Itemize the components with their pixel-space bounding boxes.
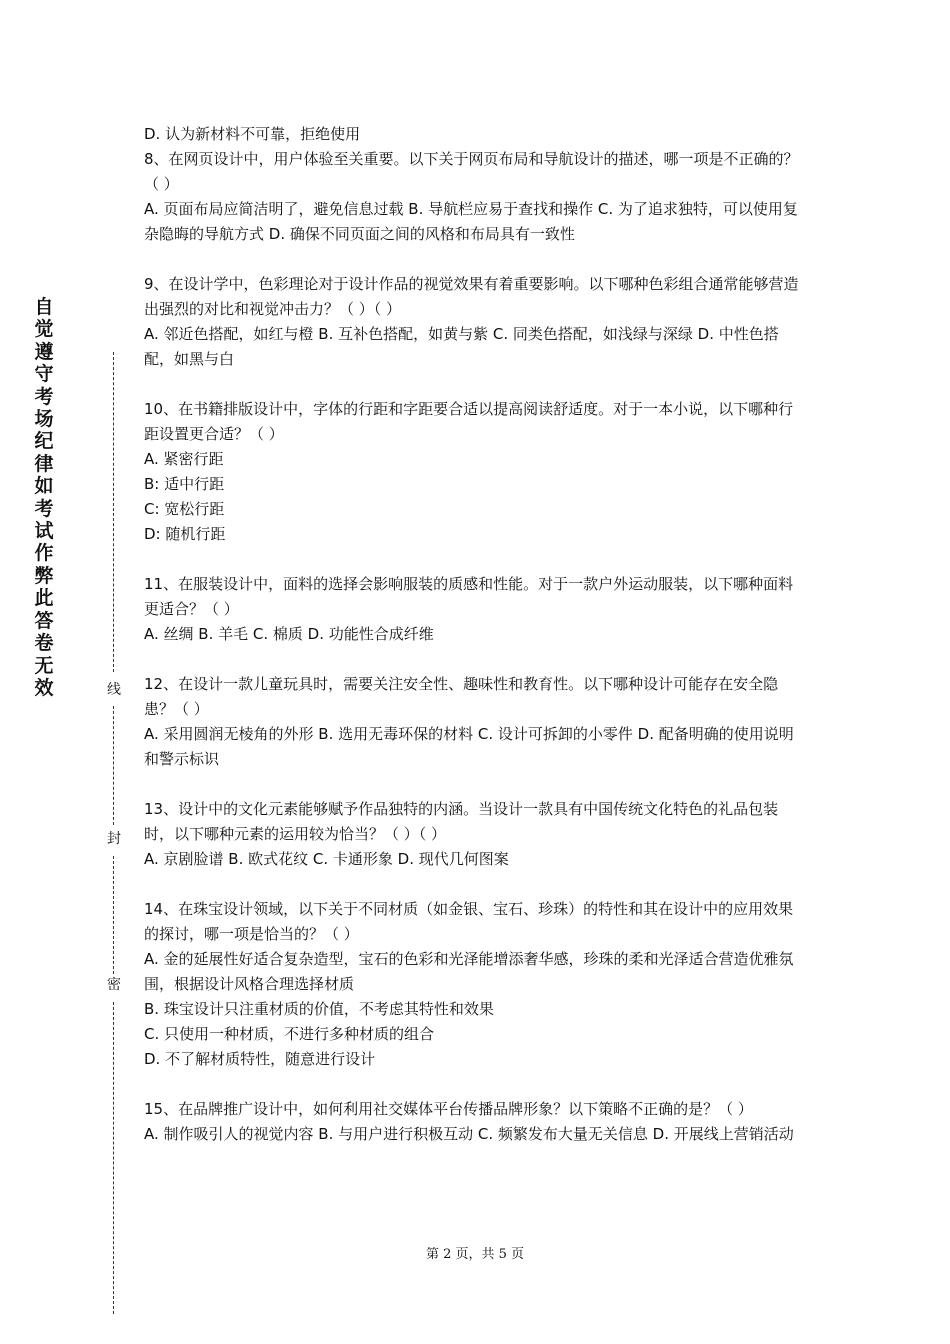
question-options: B: 适中行距: [144, 475, 225, 493]
question-options: A. 金的延展性好适合复杂造型，宝石的色彩和光泽能增添奢华感，珍珠的柔和光泽适合营造优雅氛围，根据设计风格合理选择材质: [144, 950, 794, 993]
notice-char: 考: [34, 385, 54, 408]
question-options: A. 京剧脸谱 B. 欧式花纹 C. 卡通形象 D. 现代几何图案: [144, 850, 509, 868]
binding-label-secret: 密: [107, 977, 121, 993]
question-block: [144, 1097, 808, 1147]
notice-char: 自: [34, 296, 54, 318]
question-stem: 12、在设计一款儿童玩具时，需要关注安全性、趣味性和教育性。以下哪种设计可能存在安全隐患？（ ）: [144, 675, 779, 718]
notice-char: 无: [34, 654, 54, 677]
question-block: [144, 272, 808, 372]
question-stem: 11、在服装设计中，面料的选择会影响服装的质感和性能。对于一款户外运动服装，以下哪种面料更适合？（ ）: [144, 575, 794, 618]
question-options: C: 宽松行距: [144, 500, 225, 518]
binding-label-seal: 封: [107, 831, 121, 847]
notice-char: 考: [34, 497, 54, 520]
notice-char: 觉: [34, 318, 54, 341]
question-stem: 15、在品牌推广设计中，如何利用社交媒体平台传播品牌形象？以下策略不正确的是？（ ）: [144, 1100, 753, 1118]
question-options: A. 采用圆润无棱角的外形 B. 选用无毒环保的材料 C. 设计可拆卸的小零件 D. 配备明确的使用说明和警示标识: [144, 725, 794, 768]
page-footer: 第 2 页，共 5 页: [425, 1247, 525, 1262]
notice-char: 场: [34, 408, 54, 431]
question-list: [144, 147, 808, 1147]
binding-label-line: 线: [107, 682, 121, 698]
question-stem: 8、在网页设计中，用户体验至关重要。以下关于网页布局和导航设计的描述，哪一项是不正确的？（ ）: [144, 150, 799, 193]
notice-char: 作: [34, 542, 54, 565]
question-stem: 13、设计中的文化元素能够赋予作品独特的内涵。当设计一款具有中国传统文化特色的礼品包装时，以下哪种元素的运用较为恰当？（ ）（ ）: [144, 800, 779, 843]
question-options: A. 邻近色搭配，如红与橙 B. 互补色搭配，如黄与紫 C. 同类色搭配，如浅绿与深绿 D. 中性色搭配，如黑与白: [144, 325, 779, 368]
exam-content: [144, 122, 808, 1172]
question-block: [144, 672, 808, 772]
binding-line-segment: [113, 856, 114, 974]
question-options: D: 随机行距: [144, 525, 226, 543]
notice-char: 纪: [34, 430, 54, 453]
previous-question-option: D. 认为新材料不可靠，拒绝使用: [144, 125, 361, 143]
question-options: A. 页面布局应简洁明了，避免信息过载 B. 导航栏应易于查找和操作 C. 为了追求独特，可以使用复杂隐晦的导航方式 D. 确保不同页面之间的风格和布局具有一致性: [144, 200, 798, 243]
question-options: D. 不了解材质特性，随意进行设计: [144, 1050, 376, 1068]
question-stem: 9、在设计学中，色彩理论对于设计作品的视觉效果有着重要影响。以下哪种色彩组合通常能够营造出强烈的对比和视觉冲击力？（ ）（ ）: [144, 275, 799, 318]
question-stem: 10、在书籍排版设计中，字体的行距和字距要合适以提高阅读舒适度。对于一本小说，以下哪种行距设置更合适？（ ）: [144, 400, 794, 443]
notice-char: 试: [34, 520, 54, 543]
notice-char: 答: [34, 609, 54, 632]
question-block: [144, 397, 808, 547]
question-block: [144, 797, 808, 872]
notice-char: 律: [34, 452, 54, 475]
question-options: C. 只使用一种材质，不进行多种材质的组合: [144, 1025, 435, 1043]
binding-line-segment: [113, 352, 114, 672]
question-block: [144, 147, 808, 247]
notice-char: 卷: [34, 632, 54, 655]
notice-char: 守: [34, 363, 54, 386]
notice-char: 遵: [34, 340, 54, 363]
question-options: B. 珠宝设计只注重材质的价值，不考虑其特性和效果: [144, 1000, 494, 1018]
question-options: A. 丝绸 B. 羊毛 C. 棉质 D. 功能性合成纤维: [144, 625, 434, 643]
binding-line-segment: [113, 706, 114, 825]
notice-char: 如: [34, 475, 54, 498]
notice-char: 效: [34, 676, 54, 699]
question-options: A. 紧密行距: [144, 450, 224, 468]
exam-rules-notice: [29, 296, 59, 699]
notice-char: 此: [34, 587, 54, 610]
question-options: A. 制作吸引人的视觉内容 B. 与用户进行积极互动 C. 频繁发布大量无关信息 D. 开展线上营销活动: [144, 1125, 794, 1143]
question-stem: 14、在珠宝设计领域，以下关于不同材质（如金银、宝石、珍珠）的特性和其在设计中的应用效果的探讨，哪一项是恰当的？（ ）: [144, 900, 794, 943]
question-block: [144, 897, 808, 1072]
notice-char: 弊: [34, 564, 54, 587]
binding-line-segment: [113, 1002, 114, 1314]
question-block: [144, 572, 808, 647]
